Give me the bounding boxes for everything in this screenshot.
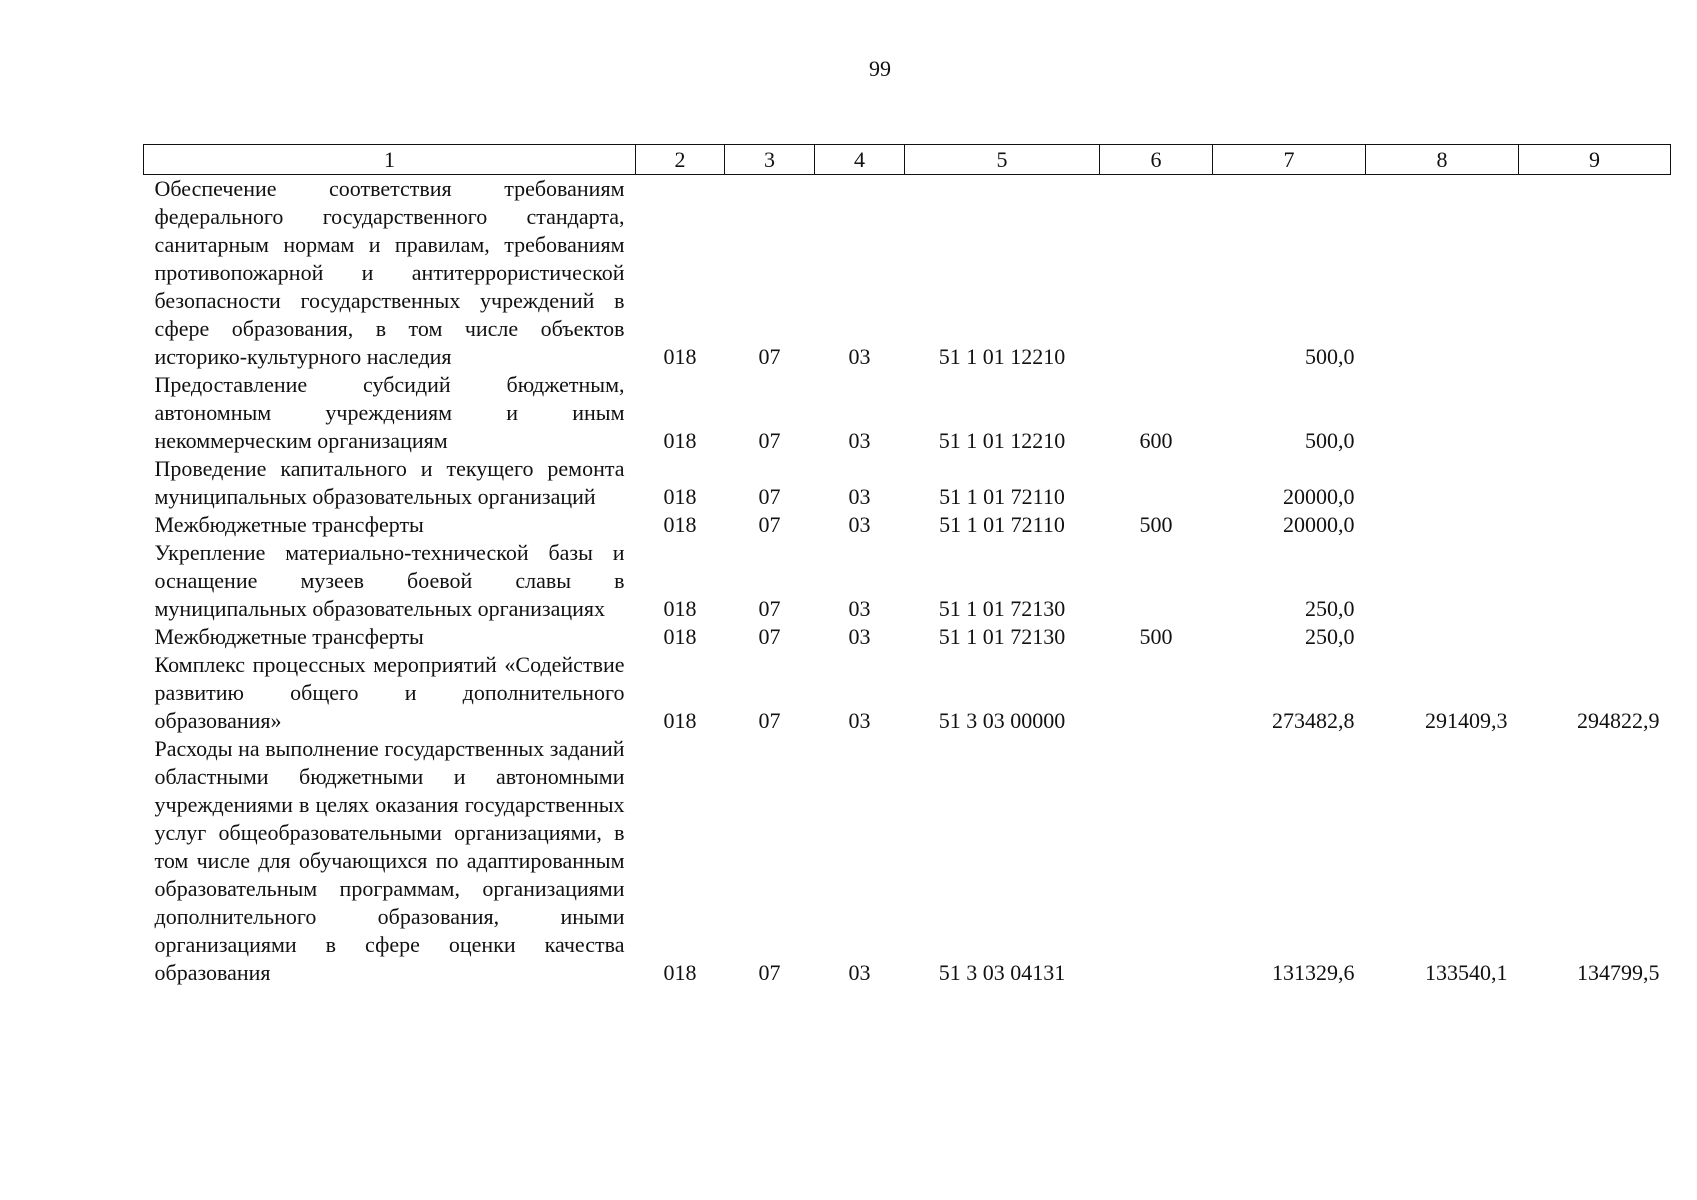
table-row xyxy=(144,623,1671,651)
amount-col7: 500,0 xyxy=(1305,344,1355,369)
subsection-code: 03 xyxy=(848,596,871,621)
table-row xyxy=(144,539,1671,623)
column-header-8: 8 xyxy=(1366,145,1519,175)
amount-col7: 273482,8 xyxy=(1272,708,1355,733)
amount-col9: 134799,5 xyxy=(1577,960,1660,985)
section-code: 07 xyxy=(758,960,781,985)
column-header-6: 6 xyxy=(1100,145,1213,175)
table-row xyxy=(144,175,1671,372)
amount-col7: 131329,6 xyxy=(1272,960,1355,985)
amount-col8 xyxy=(1366,371,1519,455)
amount-col9: 294822,9 xyxy=(1577,708,1660,733)
column-header-7: 7 xyxy=(1213,145,1366,175)
amount-col9 xyxy=(1519,175,1671,372)
expense-name: Проведение капитального и текущего ремонта муниципальных образовательных организаций xyxy=(154,456,625,509)
target-article-code: 51 1 01 72110 xyxy=(939,512,1065,537)
amount-col8: 133540,1 xyxy=(1425,960,1508,985)
amount-col7: 20000,0 xyxy=(1283,512,1355,537)
column-header-2: 2 xyxy=(636,145,725,175)
table-row xyxy=(144,371,1671,455)
column-number-header-row xyxy=(144,145,1671,175)
subsection-code: 03 xyxy=(848,428,871,453)
expense-name: Расходы на выполнение государственных заданий областными бюджетными и автономными учреждениями в целях оказания государственных услуг общеобразовательными организациями, в том числе для обучающихся по адаптированным образовательным программам, организациями дополнительного образования, иными организациями в сфере оценки качества образования xyxy=(154,736,625,985)
section-code: 07 xyxy=(758,596,781,621)
amount-col9 xyxy=(1519,455,1671,511)
amount-col8 xyxy=(1366,455,1519,511)
amount-col8 xyxy=(1366,539,1519,623)
subsection-code: 03 xyxy=(848,708,871,733)
table-row xyxy=(144,651,1671,735)
target-article-code: 51 1 01 72110 xyxy=(939,484,1065,509)
ministry-code: 018 xyxy=(663,708,697,733)
expense-type-code xyxy=(1100,539,1213,623)
section-code: 07 xyxy=(758,428,781,453)
amount-col9 xyxy=(1519,539,1671,623)
column-header-4: 4 xyxy=(815,145,905,175)
target-article-code: 51 1 01 72130 xyxy=(938,624,1066,649)
ministry-code: 018 xyxy=(663,960,697,985)
target-article-code: 51 1 01 12210 xyxy=(938,428,1066,453)
table-row xyxy=(144,735,1671,987)
expense-name: Укрепление материально-технической базы и оснащение музеев боевой славы в муниципальных образовательных организациях xyxy=(154,540,625,621)
expense-type-code: 500 xyxy=(1139,624,1173,649)
section-code: 07 xyxy=(758,484,781,509)
subsection-code: 03 xyxy=(848,960,871,985)
column-header-5: 5 xyxy=(905,145,1100,175)
ministry-code: 018 xyxy=(663,596,697,621)
ministry-code: 018 xyxy=(663,512,697,537)
budget-table xyxy=(143,144,1671,987)
section-code: 07 xyxy=(758,344,781,369)
amount-col9 xyxy=(1519,511,1671,539)
amount-col8 xyxy=(1366,175,1519,372)
section-code: 07 xyxy=(758,624,781,649)
target-article-code: 51 1 01 72130 xyxy=(938,596,1066,621)
ministry-code: 018 xyxy=(663,428,697,453)
ministry-code: 018 xyxy=(663,484,697,509)
expense-name: Предоставление субсидий бюджетным, автономным учреждениям и иным некоммерческим организациям xyxy=(154,372,625,453)
amount-col7: 20000,0 xyxy=(1283,484,1355,509)
subsection-code: 03 xyxy=(848,344,871,369)
expense-type-code: 500 xyxy=(1139,512,1173,537)
expense-type-code xyxy=(1100,735,1213,987)
expense-type-code xyxy=(1100,651,1213,735)
amount-col8 xyxy=(1366,511,1519,539)
column-header-3: 3 xyxy=(725,145,815,175)
subsection-code: 03 xyxy=(848,484,871,509)
expense-name: Межбюджетные трансферты xyxy=(154,512,424,537)
subsection-code: 03 xyxy=(848,624,871,649)
column-header-9: 9 xyxy=(1519,145,1671,175)
amount-col8: 291409,3 xyxy=(1425,708,1508,733)
amount-col8 xyxy=(1366,623,1519,651)
subsection-code: 03 xyxy=(848,512,871,537)
section-code: 07 xyxy=(758,512,781,537)
expense-type-code xyxy=(1100,455,1213,511)
ministry-code: 018 xyxy=(663,624,697,649)
amount-col7: 500,0 xyxy=(1305,428,1355,453)
section-code: 07 xyxy=(758,708,781,733)
target-article-code: 51 3 03 04131 xyxy=(938,960,1066,985)
table-row xyxy=(144,511,1671,539)
table-row xyxy=(144,455,1671,511)
amount-col7: 250,0 xyxy=(1305,624,1355,649)
expense-name: Обеспечение соответствия требованиям федерального государственного стандарта, санитарным нормам и правилам, требованиям противопожарной и антитеррористической безопасности государственных учреждений в сфере образования, в том числе объектов историко-культурного наследия xyxy=(154,176,625,369)
target-article-code: 51 1 01 12210 xyxy=(938,344,1066,369)
amount-col7: 250,0 xyxy=(1305,596,1355,621)
expense-type-code: 600 xyxy=(1139,428,1173,453)
target-article-code: 51 3 03 00000 xyxy=(938,708,1066,733)
expense-name: Межбюджетные трансферты xyxy=(154,624,424,649)
page-number: 99 xyxy=(869,56,891,81)
expense-name: Комплекс процессных мероприятий «Содействие развитию общего и дополнительного образования» xyxy=(154,652,625,733)
column-header-1: 1 xyxy=(144,145,636,175)
amount-col9 xyxy=(1519,371,1671,455)
amount-col9 xyxy=(1519,623,1671,651)
ministry-code: 018 xyxy=(663,344,697,369)
expense-type-code xyxy=(1100,175,1213,372)
